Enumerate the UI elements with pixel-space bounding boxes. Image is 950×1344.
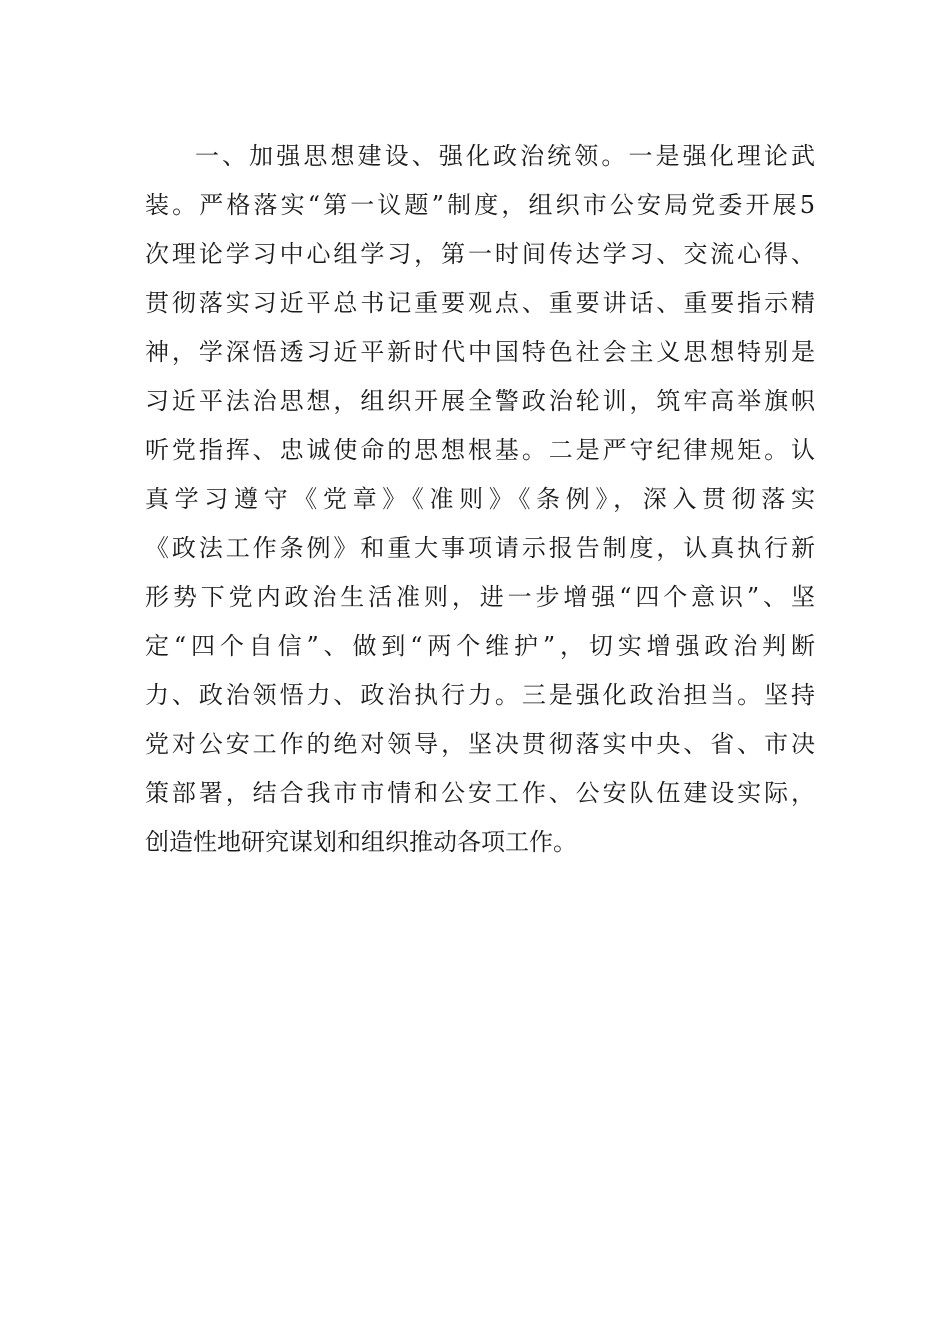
paragraph-line-14: 策部署，结合我市市情和公安工作、公安队伍建设实际，	[145, 779, 815, 807]
paragraph-line-9: 《政法工作条例》和重大事项请示报告制度，认真执行新	[145, 534, 815, 562]
paragraph-line-11: 定“四个自信”、做到“两个维护”，切实增强政治判断	[145, 632, 815, 660]
body-paragraph	[145, 132, 815, 867]
paragraph-line-8: 真学习遵守《党章》《准则》《条例》，深入贯彻落实	[145, 485, 815, 513]
paragraph-line-5: 神，学深悟透习近平新时代中国特色社会主义思想特别是	[145, 338, 815, 366]
paragraph-line-2: 装。严格落实“第一议题”制度，组织市公安局党委开展5	[145, 191, 815, 219]
paragraph-line-10: 形势下党内政治生活准则，进一步增强“四个意识”、坚	[145, 583, 815, 611]
paragraph-line-12: 力、政治领悟力、政治执行力。三是强化政治担当。坚持	[145, 681, 815, 709]
paragraph-line-3: 次理论学习中心组学习，第一时间传达学习、交流心得、	[145, 240, 815, 268]
paragraph-line-4: 贯彻落实习近平总书记重要观点、重要讲话、重要指示精	[145, 289, 815, 317]
paragraph-line-15: 创造性地研究谋划和组织推动各项工作。	[145, 828, 577, 856]
paragraph-line-6: 习近平法治思想，组织开展全警政治轮训，筑牢高举旗帜	[145, 387, 815, 415]
paragraph-line-1: 一、加强思想建设、强化政治统领。一是强化理论武	[195, 142, 815, 170]
paragraph-line-13: 党对公安工作的绝对领导，坚决贯彻落实中央、省、市决	[145, 730, 815, 758]
paragraph-line-7: 听党指挥、忠诚使命的思想根基。二是严守纪律规矩。认	[145, 436, 815, 464]
